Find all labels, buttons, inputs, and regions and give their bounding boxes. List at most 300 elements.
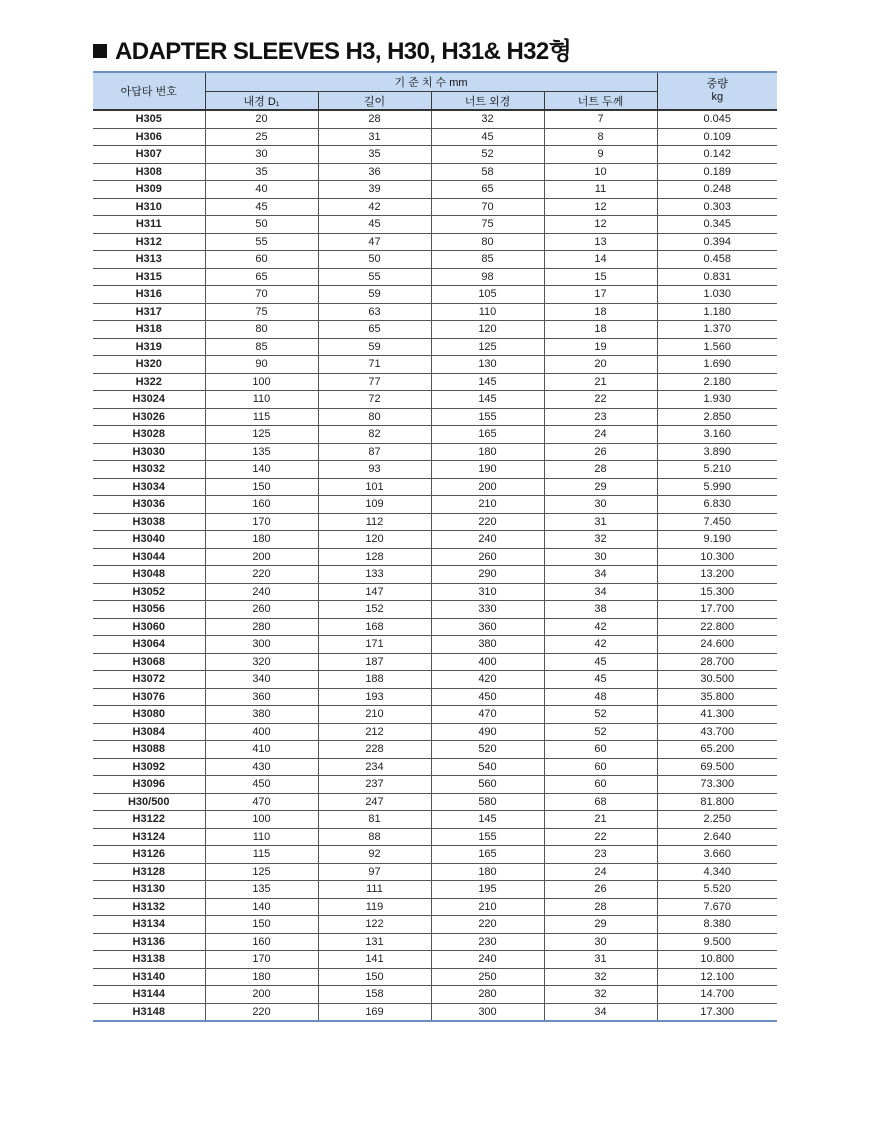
cell-nut-outer-diameter: 250 [431, 968, 544, 986]
cell-nut-outer-diameter: 400 [431, 653, 544, 671]
cell-nut-thickness: 38 [544, 601, 657, 619]
cell-inner-diameter: 150 [205, 478, 318, 496]
cell-nut-outer-diameter: 65 [431, 181, 544, 199]
table-row [93, 951, 777, 969]
cell-weight: 0.345 [657, 216, 777, 234]
cell-length: 133 [318, 566, 431, 584]
cell-adapter-number: H3024 [93, 391, 205, 409]
cell-inner-diameter: 135 [205, 443, 318, 461]
cell-inner-diameter: 65 [205, 268, 318, 286]
cell-nut-outer-diameter: 220 [431, 513, 544, 531]
table-row [93, 758, 777, 776]
cell-adapter-number: H3064 [93, 636, 205, 654]
cell-inner-diameter: 340 [205, 671, 318, 689]
table-row [93, 198, 777, 216]
table-row [93, 216, 777, 234]
cell-adapter-number: H3126 [93, 846, 205, 864]
cell-nut-outer-diameter: 220 [431, 916, 544, 934]
cell-length: 80 [318, 408, 431, 426]
cell-inner-diameter: 125 [205, 426, 318, 444]
cell-weight: 4.340 [657, 863, 777, 881]
cell-inner-diameter: 410 [205, 741, 318, 759]
cell-weight: 5.210 [657, 461, 777, 479]
cell-nut-outer-diameter: 155 [431, 408, 544, 426]
cell-inner-diameter: 360 [205, 688, 318, 706]
cell-length: 147 [318, 583, 431, 601]
cell-inner-diameter: 300 [205, 636, 318, 654]
cell-adapter-number: H3128 [93, 863, 205, 881]
table-row [93, 566, 777, 584]
table-row [93, 461, 777, 479]
cell-length: 152 [318, 601, 431, 619]
header-weight-label: 중량 [706, 78, 728, 90]
cell-weight: 0.109 [657, 128, 777, 146]
cell-adapter-number: H3122 [93, 811, 205, 829]
cell-inner-diameter: 140 [205, 461, 318, 479]
table-row [93, 723, 777, 741]
cell-adapter-number: H312 [93, 233, 205, 251]
cell-weight: 0.189 [657, 163, 777, 181]
cell-weight: 9.500 [657, 933, 777, 951]
cell-length: 141 [318, 951, 431, 969]
cell-adapter-number: H3134 [93, 916, 205, 934]
table-row [93, 303, 777, 321]
cell-inner-diameter: 200 [205, 548, 318, 566]
cell-nut-outer-diameter: 165 [431, 846, 544, 864]
cell-length: 97 [318, 863, 431, 881]
table-row [93, 548, 777, 566]
cell-nut-thickness: 8 [544, 128, 657, 146]
cell-weight: 0.458 [657, 251, 777, 269]
cell-length: 112 [318, 513, 431, 531]
square-bullet-icon [93, 44, 107, 58]
table-row [93, 601, 777, 619]
cell-weight: 24.600 [657, 636, 777, 654]
table-row [93, 863, 777, 881]
cell-nut-outer-diameter: 52 [431, 146, 544, 164]
table-row [93, 583, 777, 601]
cell-inner-diameter: 90 [205, 356, 318, 374]
cell-inner-diameter: 75 [205, 303, 318, 321]
cell-length: 59 [318, 338, 431, 356]
cell-weight: 1.030 [657, 286, 777, 304]
cell-length: 92 [318, 846, 431, 864]
cell-weight: 17.700 [657, 601, 777, 619]
cell-weight: 1.560 [657, 338, 777, 356]
cell-nut-outer-diameter: 155 [431, 828, 544, 846]
cell-weight: 14.700 [657, 986, 777, 1004]
cell-inner-diameter: 160 [205, 496, 318, 514]
header-adapter-number: 아답타 번호 [93, 72, 205, 110]
cell-nut-thickness: 48 [544, 688, 657, 706]
cell-length: 87 [318, 443, 431, 461]
cell-length: 228 [318, 741, 431, 759]
cell-adapter-number: H305 [93, 110, 205, 128]
cell-nut-outer-diameter: 290 [431, 566, 544, 584]
cell-nut-thickness: 22 [544, 828, 657, 846]
cell-nut-thickness: 23 [544, 846, 657, 864]
cell-nut-thickness: 34 [544, 583, 657, 601]
cell-nut-thickness: 14 [544, 251, 657, 269]
cell-nut-thickness: 60 [544, 776, 657, 794]
cell-weight: 5.520 [657, 881, 777, 899]
cell-length: 63 [318, 303, 431, 321]
cell-inner-diameter: 140 [205, 898, 318, 916]
cell-inner-diameter: 40 [205, 181, 318, 199]
cell-adapter-number: H3026 [93, 408, 205, 426]
cell-adapter-number: H306 [93, 128, 205, 146]
cell-nut-outer-diameter: 58 [431, 163, 544, 181]
cell-weight: 2.640 [657, 828, 777, 846]
cell-weight: 15.300 [657, 583, 777, 601]
cell-nut-thickness: 42 [544, 636, 657, 654]
cell-weight: 2.180 [657, 373, 777, 391]
cell-inner-diameter: 240 [205, 583, 318, 601]
cell-inner-diameter: 25 [205, 128, 318, 146]
cell-nut-outer-diameter: 190 [431, 461, 544, 479]
table-row [93, 1003, 777, 1021]
cell-weight: 12.100 [657, 968, 777, 986]
cell-nut-thickness: 45 [544, 653, 657, 671]
cell-length: 47 [318, 233, 431, 251]
cell-nut-outer-diameter: 32 [431, 110, 544, 128]
cell-nut-thickness: 30 [544, 496, 657, 514]
cell-inner-diameter: 400 [205, 723, 318, 741]
cell-inner-diameter: 135 [205, 881, 318, 899]
cell-nut-thickness: 31 [544, 951, 657, 969]
table-row [93, 233, 777, 251]
cell-adapter-number: H3076 [93, 688, 205, 706]
cell-weight: 81.800 [657, 793, 777, 811]
table-row [93, 163, 777, 181]
cell-weight: 2.250 [657, 811, 777, 829]
cell-length: 65 [318, 321, 431, 339]
cell-adapter-number: H3036 [93, 496, 205, 514]
cell-length: 210 [318, 706, 431, 724]
cell-adapter-number: H322 [93, 373, 205, 391]
table-row [93, 776, 777, 794]
cell-length: 128 [318, 548, 431, 566]
table-row [93, 513, 777, 531]
header-nut-outer-diameter: 너트 외경 [431, 92, 544, 111]
cell-weight: 17.300 [657, 1003, 777, 1021]
cell-adapter-number: H3136 [93, 933, 205, 951]
cell-nut-outer-diameter: 145 [431, 391, 544, 409]
cell-nut-thickness: 19 [544, 338, 657, 356]
cell-adapter-number: H3092 [93, 758, 205, 776]
table-row [93, 986, 777, 1004]
cell-nut-thickness: 34 [544, 1003, 657, 1021]
table-row [93, 933, 777, 951]
cell-adapter-number: H3048 [93, 566, 205, 584]
cell-inner-diameter: 35 [205, 163, 318, 181]
cell-adapter-number: H317 [93, 303, 205, 321]
cell-adapter-number: H3124 [93, 828, 205, 846]
cell-nut-thickness: 26 [544, 881, 657, 899]
cell-length: 55 [318, 268, 431, 286]
cell-inner-diameter: 115 [205, 408, 318, 426]
cell-adapter-number: H3040 [93, 531, 205, 549]
cell-nut-outer-diameter: 300 [431, 1003, 544, 1021]
table-row [93, 181, 777, 199]
table-row [93, 321, 777, 339]
cell-inner-diameter: 30 [205, 146, 318, 164]
cell-nut-thickness: 23 [544, 408, 657, 426]
cell-adapter-number: H3140 [93, 968, 205, 986]
cell-weight: 3.660 [657, 846, 777, 864]
cell-nut-outer-diameter: 180 [431, 863, 544, 881]
cell-inner-diameter: 55 [205, 233, 318, 251]
cell-nut-outer-diameter: 520 [431, 741, 544, 759]
cell-inner-diameter: 320 [205, 653, 318, 671]
cell-nut-thickness: 18 [544, 321, 657, 339]
cell-inner-diameter: 200 [205, 986, 318, 1004]
cell-nut-thickness: 30 [544, 548, 657, 566]
cell-nut-thickness: 13 [544, 233, 657, 251]
cell-inner-diameter: 180 [205, 968, 318, 986]
header-length: 길이 [318, 92, 431, 111]
cell-adapter-number: H3044 [93, 548, 205, 566]
cell-length: 45 [318, 216, 431, 234]
cell-inner-diameter: 170 [205, 513, 318, 531]
cell-adapter-number: H307 [93, 146, 205, 164]
cell-weight: 43.700 [657, 723, 777, 741]
cell-nut-outer-diameter: 420 [431, 671, 544, 689]
cell-weight: 0.142 [657, 146, 777, 164]
cell-length: 193 [318, 688, 431, 706]
cell-nut-thickness: 15 [544, 268, 657, 286]
cell-nut-thickness: 12 [544, 198, 657, 216]
table-row [93, 251, 777, 269]
cell-adapter-number: H318 [93, 321, 205, 339]
table-row [93, 811, 777, 829]
cell-weight: 5.990 [657, 478, 777, 496]
cell-adapter-number: H310 [93, 198, 205, 216]
cell-weight: 0.394 [657, 233, 777, 251]
cell-nut-outer-diameter: 240 [431, 531, 544, 549]
cell-nut-outer-diameter: 210 [431, 496, 544, 514]
cell-weight: 30.500 [657, 671, 777, 689]
cell-inner-diameter: 70 [205, 286, 318, 304]
cell-nut-thickness: 21 [544, 373, 657, 391]
cell-weight: 9.190 [657, 531, 777, 549]
cell-weight: 69.500 [657, 758, 777, 776]
cell-weight: 2.850 [657, 408, 777, 426]
cell-length: 122 [318, 916, 431, 934]
cell-nut-thickness: 60 [544, 758, 657, 776]
cell-weight: 3.890 [657, 443, 777, 461]
cell-nut-thickness: 21 [544, 811, 657, 829]
cell-nut-outer-diameter: 490 [431, 723, 544, 741]
cell-length: 28 [318, 110, 431, 128]
cell-weight: 7.670 [657, 898, 777, 916]
cell-weight: 1.370 [657, 321, 777, 339]
cell-weight: 0.045 [657, 110, 777, 128]
table-row [93, 706, 777, 724]
cell-weight: 65.200 [657, 741, 777, 759]
cell-length: 237 [318, 776, 431, 794]
cell-nut-thickness: 34 [544, 566, 657, 584]
cell-nut-outer-diameter: 180 [431, 443, 544, 461]
cell-length: 150 [318, 968, 431, 986]
cell-weight: 0.303 [657, 198, 777, 216]
table-row [93, 286, 777, 304]
cell-adapter-number: H319 [93, 338, 205, 356]
cell-length: 119 [318, 898, 431, 916]
cell-weight: 10.300 [657, 548, 777, 566]
cell-length: 234 [318, 758, 431, 776]
cell-weight: 0.248 [657, 181, 777, 199]
cell-weight: 22.800 [657, 618, 777, 636]
cell-nut-thickness: 28 [544, 898, 657, 916]
table-row [93, 128, 777, 146]
cell-inner-diameter: 160 [205, 933, 318, 951]
cell-length: 42 [318, 198, 431, 216]
cell-nut-thickness: 18 [544, 303, 657, 321]
header-weight [657, 72, 777, 110]
cell-adapter-number: H311 [93, 216, 205, 234]
table-row [93, 916, 777, 934]
cell-adapter-number: H30/500 [93, 793, 205, 811]
table-row [93, 671, 777, 689]
cell-adapter-number: H3084 [93, 723, 205, 741]
table-row [93, 968, 777, 986]
cell-nut-thickness: 9 [544, 146, 657, 164]
cell-length: 35 [318, 146, 431, 164]
table-row [93, 741, 777, 759]
cell-nut-outer-diameter: 310 [431, 583, 544, 601]
cell-adapter-number: H3080 [93, 706, 205, 724]
cell-nut-thickness: 68 [544, 793, 657, 811]
cell-nut-outer-diameter: 130 [431, 356, 544, 374]
cell-nut-thickness: 42 [544, 618, 657, 636]
cell-length: 81 [318, 811, 431, 829]
cell-nut-thickness: 24 [544, 863, 657, 881]
cell-nut-thickness: 30 [544, 933, 657, 951]
cell-weight: 0.831 [657, 268, 777, 286]
cell-inner-diameter: 280 [205, 618, 318, 636]
table-row [93, 373, 777, 391]
cell-inner-diameter: 220 [205, 566, 318, 584]
cell-length: 93 [318, 461, 431, 479]
table-row [93, 688, 777, 706]
cell-length: 111 [318, 881, 431, 899]
cell-nut-thickness: 24 [544, 426, 657, 444]
cell-length: 212 [318, 723, 431, 741]
cell-nut-outer-diameter: 145 [431, 373, 544, 391]
cell-nut-outer-diameter: 45 [431, 128, 544, 146]
cell-adapter-number: H3138 [93, 951, 205, 969]
cell-adapter-number: H3034 [93, 478, 205, 496]
cell-inner-diameter: 80 [205, 321, 318, 339]
cell-length: 120 [318, 531, 431, 549]
cell-inner-diameter: 430 [205, 758, 318, 776]
cell-length: 71 [318, 356, 431, 374]
cell-inner-diameter: 470 [205, 793, 318, 811]
table-row [93, 828, 777, 846]
cell-adapter-number: H3068 [93, 653, 205, 671]
table-row [93, 478, 777, 496]
cell-adapter-number: H3032 [93, 461, 205, 479]
cell-inner-diameter: 220 [205, 1003, 318, 1021]
cell-nut-outer-diameter: 70 [431, 198, 544, 216]
cell-length: 72 [318, 391, 431, 409]
header-nut-thickness: 너트 두께 [544, 92, 657, 111]
cell-nut-thickness: 29 [544, 916, 657, 934]
cell-nut-thickness: 11 [544, 181, 657, 199]
cell-nut-outer-diameter: 110 [431, 303, 544, 321]
header-inner-diameter: 내경 D₁ [205, 92, 318, 111]
cell-inner-diameter: 260 [205, 601, 318, 619]
cell-length: 36 [318, 163, 431, 181]
table-row [93, 531, 777, 549]
cell-nut-thickness: 17 [544, 286, 657, 304]
cell-inner-diameter: 110 [205, 828, 318, 846]
cell-adapter-number: H3144 [93, 986, 205, 1004]
cell-weight: 41.300 [657, 706, 777, 724]
cell-length: 31 [318, 128, 431, 146]
cell-nut-outer-diameter: 120 [431, 321, 544, 339]
cell-length: 50 [318, 251, 431, 269]
cell-weight: 10.800 [657, 951, 777, 969]
cell-nut-outer-diameter: 450 [431, 688, 544, 706]
cell-inner-diameter: 45 [205, 198, 318, 216]
cell-weight: 1.690 [657, 356, 777, 374]
cell-adapter-number: H315 [93, 268, 205, 286]
cell-nut-thickness: 12 [544, 216, 657, 234]
cell-length: 188 [318, 671, 431, 689]
table-row [93, 391, 777, 409]
cell-weight: 8.380 [657, 916, 777, 934]
cell-inner-diameter: 50 [205, 216, 318, 234]
table-row [93, 338, 777, 356]
cell-inner-diameter: 20 [205, 110, 318, 128]
table-row [93, 356, 777, 374]
cell-nut-thickness: 52 [544, 706, 657, 724]
cell-adapter-number: H308 [93, 163, 205, 181]
cell-nut-outer-diameter: 85 [431, 251, 544, 269]
cell-adapter-number: H3148 [93, 1003, 205, 1021]
cell-nut-outer-diameter: 540 [431, 758, 544, 776]
cell-nut-outer-diameter: 280 [431, 986, 544, 1004]
table-row [93, 881, 777, 899]
cell-nut-outer-diameter: 80 [431, 233, 544, 251]
cell-adapter-number: H3130 [93, 881, 205, 899]
cell-nut-outer-diameter: 580 [431, 793, 544, 811]
cell-adapter-number: H3060 [93, 618, 205, 636]
cell-nut-thickness: 10 [544, 163, 657, 181]
cell-adapter-number: H313 [93, 251, 205, 269]
cell-adapter-number: H3030 [93, 443, 205, 461]
cell-adapter-number: H3132 [93, 898, 205, 916]
table-row [93, 110, 777, 128]
cell-nut-outer-diameter: 260 [431, 548, 544, 566]
cell-nut-thickness: 32 [544, 986, 657, 1004]
cell-weight: 35.800 [657, 688, 777, 706]
cell-adapter-number: H320 [93, 356, 205, 374]
cell-adapter-number: H316 [93, 286, 205, 304]
cell-nut-outer-diameter: 330 [431, 601, 544, 619]
cell-inner-diameter: 180 [205, 531, 318, 549]
cell-inner-diameter: 60 [205, 251, 318, 269]
cell-inner-diameter: 450 [205, 776, 318, 794]
cell-length: 59 [318, 286, 431, 304]
cell-nut-outer-diameter: 165 [431, 426, 544, 444]
cell-weight: 1.180 [657, 303, 777, 321]
cell-adapter-number: H3052 [93, 583, 205, 601]
cell-adapter-number: H3088 [93, 741, 205, 759]
table-row [93, 618, 777, 636]
